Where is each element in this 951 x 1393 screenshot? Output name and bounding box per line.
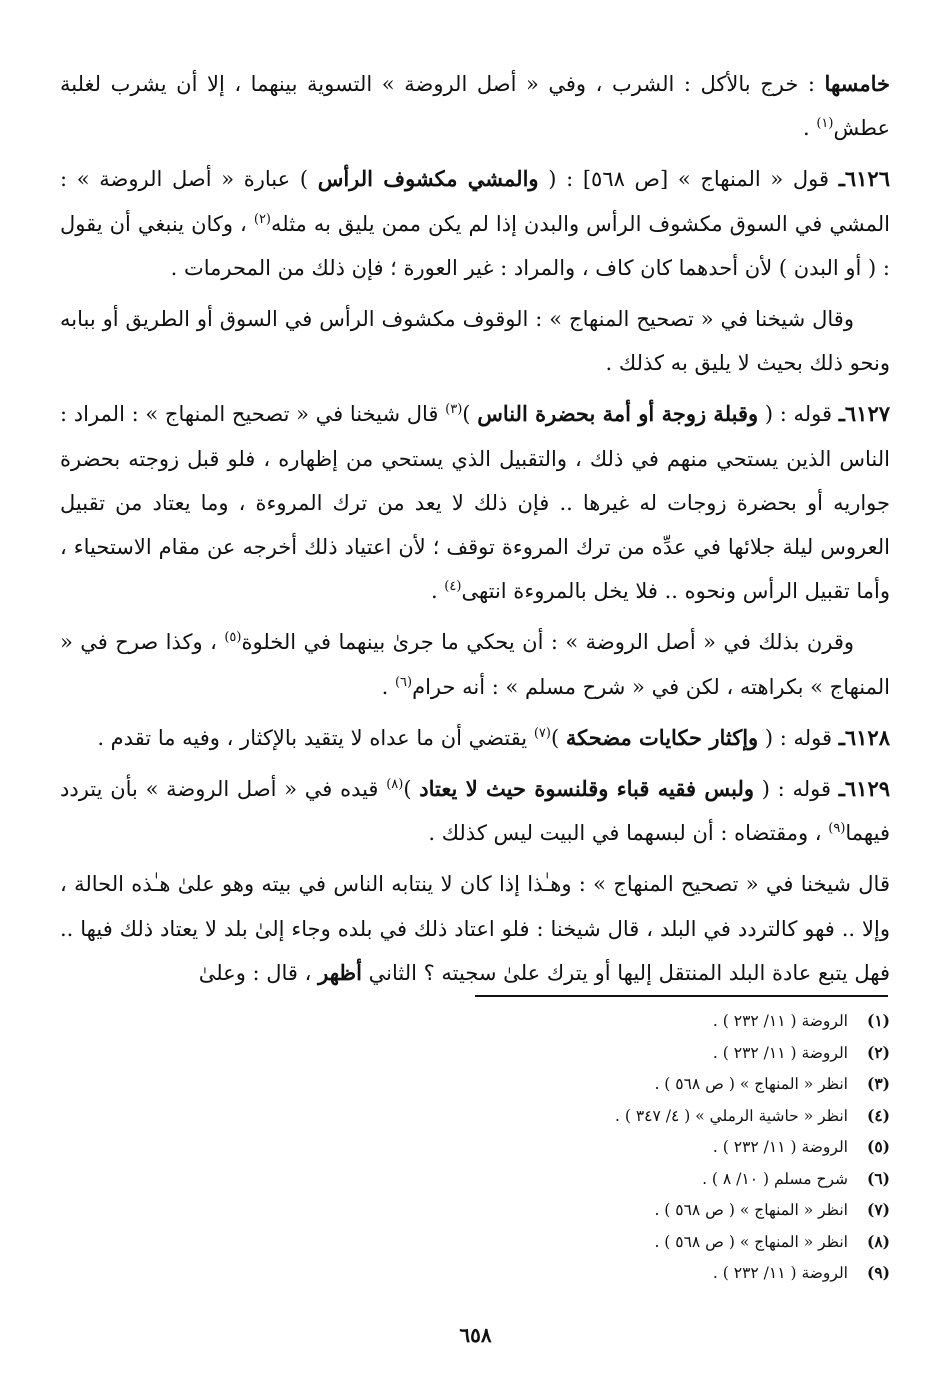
footnote-text: انظر « حاشية الرملي » ( ٤/ ٣٤٧ ) . [615, 1106, 848, 1125]
footnote-ref: (٣) [445, 402, 463, 418]
text-run: وقال شيخنا في « تصحيح المنهاج » : الوقوف مكشوف الرأس في السوق أو الطريق أو ببابه ونحو ذلك بحيث لا يليق به كذلك . [60, 307, 890, 376]
paragraph [60, 767, 890, 855]
text-run: ، وكان ينبغي أن يقول : ( أو البدن ) لأن أحدهما كان كاف ، والمراد : غير العورة ؛ فإن ذلك من المحرمات . [60, 211, 890, 280]
text-run: قوله : ( [758, 725, 839, 750]
text-run: قول « المنهاج » [ص ٥٦٨] : ( [538, 167, 839, 192]
text-run: قال شيخنا في « تصحيح المنهاج » : وهـٰذا إذا كان لا ينتابه الناس في بيته وهو علىٰ هـٰذه الحالة ، وإلا .. فهو كالتردد في البلد ، قال شيخنا : فلو اعتاد ذلك في بلده وجاء إلىٰ بلد لا يعتاد ذلك فيها .. فهل يتبع عادة البلد المنتقل إليها أو يترك علىٰ سجيته ؟ الثاني [60, 872, 890, 985]
footnote-ref: (١) [816, 116, 834, 132]
paragraph [60, 620, 890, 708]
text-run: ، وكذا صرح في « المنهاج » بكراهته ، لكن في « شرح مسلم » : أنه حرام [60, 630, 890, 699]
bold-text: ٦١٢٩ـ [838, 776, 891, 802]
text-run: ) [403, 777, 420, 802]
page-number: ٦٥٨ [459, 1323, 492, 1347]
body-text [60, 62, 890, 1002]
text-run: ) [462, 402, 478, 427]
footnote-text: شرح مسلم ( ١٠/ ٨ ) . [702, 1169, 848, 1188]
text-run: ، ومقتضاه : أن لبسهما في البيت ليس كذلك . [428, 821, 829, 846]
text-run: قوله : ( [758, 402, 839, 427]
footnote-number: (٨) [866, 1231, 890, 1251]
text-run: ) [550, 725, 566, 750]
footnote-ref: (٥) [224, 630, 242, 646]
text-run: . [430, 579, 445, 604]
footnote-text: الروضة ( ١١/ ٢٣٢ ) . [712, 1264, 848, 1282]
bold-text: أظهر [318, 959, 362, 985]
footnote [420, 1257, 890, 1289]
bold-text: وإكثار حكايات مضحكة [565, 724, 759, 750]
text-run: . [802, 116, 817, 141]
bold-text: ولبس فقيه قباء وقلنسوة حيث لا يعتاد [419, 776, 755, 802]
footnote [420, 1163, 890, 1195]
footnote [420, 1005, 890, 1037]
footnote [420, 1100, 890, 1132]
footnote-number: (٢) [866, 1042, 890, 1062]
footnote-text: انظر « المنهاج » ( ص ٥٦٨ ) . [654, 1201, 848, 1219]
bold-text: ٦١٢٧ـ [838, 401, 891, 427]
footnote [420, 1037, 890, 1069]
footnote-text: انظر « المنهاج » ( ص ٥٦٨ ) . [654, 1232, 848, 1251]
footnote [420, 1226, 890, 1258]
footnote-number: (٧) [866, 1200, 890, 1219]
paragraph [60, 297, 890, 385]
paragraph [60, 62, 890, 150]
text-run: : خرج بالأكل : الشرب ، وفي « أصل الروضة » التسوية بينهما ، إلا أن يشرب لغلبة عطش [60, 72, 890, 141]
footnotes [420, 1005, 890, 1289]
footnote-number: (٦) [866, 1168, 890, 1188]
footnote-number: (٣) [866, 1074, 890, 1093]
footnote-separator [475, 995, 888, 997]
footnote-ref: (٧) [533, 725, 551, 741]
text-run: قيده في « أصل الروضة » بأن يتردد فيهما [60, 777, 890, 846]
footnote-number: (٤) [866, 1105, 890, 1125]
paragraph [60, 157, 890, 290]
text-run: ، قال : وعلىٰ [198, 960, 319, 985]
footnote-text: الروضة ( ١١/ ٢٣٢ ) . [712, 1012, 848, 1030]
footnote [420, 1068, 890, 1100]
paragraph [60, 392, 890, 613]
bold-text: ٦١٢٨ـ [838, 724, 890, 750]
text-run: يقتضي أن ما عداه لا يتقيد بالإكثار ، وفيه ما تقدم . [97, 725, 534, 750]
bold-text: ٦١٢٦ـ [838, 166, 890, 192]
footnote [420, 1194, 890, 1226]
footnote-ref: (٩) [828, 821, 846, 837]
footnote-ref: (٤) [444, 579, 462, 595]
text-run: وقرن بذلك في « أصل الروضة » : أن يحكي ما جرىٰ بينهما في الخلوة [241, 630, 855, 655]
bold-text: وقبلة زوجة أو أمة بحضرة الناس [477, 401, 759, 427]
footnote-number: (٩) [866, 1263, 890, 1282]
text-run: قال شيخنا في « تصحيح المنهاج » : المراد : الناس الذين يستحي منهم في ذلك ، والتقبيل الذي يستحي من إظهاره ، فلو قبل زوجته بحضرة جواريه أو بحضرة زوجات له غيرها .. فإن ذلك لا يعد من ترك المروءة ، وما يعتاد من تقبيل العروس ليلة جلائها في عدِّه من ترك المروءة توقف ؛ لأن اعتياد ذلك أخرجه عن مقام الاستحياء ، وأما تقبيل الرأس ونحوه .. فلا يخل بالمروءة انتهى [60, 402, 890, 604]
paragraph [60, 716, 890, 760]
text-run: . [381, 674, 395, 699]
footnote-number: (١) [866, 1011, 890, 1030]
text-run: ) عبارة « أصل الروضة » : المشي في السوق مكشوف الرأس والبدن إذا لم يكن ممن يليق به مثله [60, 167, 890, 236]
paragraph [60, 862, 890, 995]
footnote-ref: (٢) [253, 211, 271, 227]
footnote-text: الروضة ( ١١/ ٢٣٢ ) . [712, 1043, 848, 1062]
footnote-text: الروضة ( ١١/ ٢٣٢ ) . [712, 1138, 848, 1156]
bold-text: خامسها [824, 71, 890, 96]
bold-text: والمشي مكشوف الرأس [317, 166, 539, 192]
text-run: قوله : ( [754, 777, 839, 802]
footnote [420, 1131, 890, 1163]
footnote-ref: (٦) [394, 674, 413, 690]
footnote-ref: (٨) [386, 777, 404, 793]
footnote-text: انظر « المنهاج » ( ص ٥٦٨ ) . [654, 1075, 848, 1093]
footnote-number: (٥) [866, 1137, 890, 1156]
